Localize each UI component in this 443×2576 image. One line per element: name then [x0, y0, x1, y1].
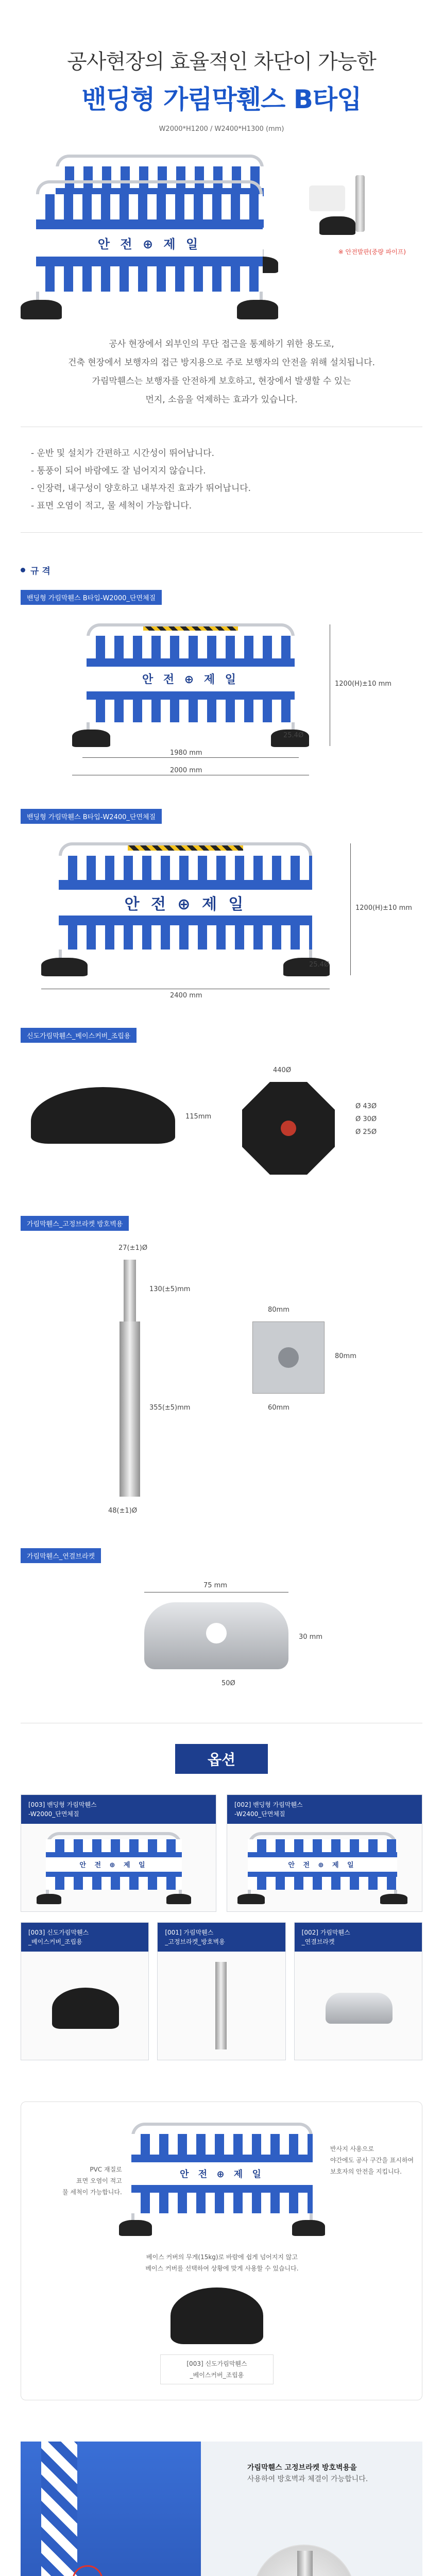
option-card[interactable] — [157, 1922, 285, 2060]
base-center-hole — [281, 1121, 296, 1136]
plate-top-label: 80mm — [268, 1306, 289, 1314]
fence1-foot-label: 25.4Ø — [283, 732, 304, 739]
clamp-width-label: 75 mm — [203, 1582, 228, 1589]
option-name: -W2400_단면체질 — [234, 1810, 285, 1818]
option-name: -W2000_단면체질 — [28, 1810, 79, 1818]
base-height-label: 115mm — [185, 1113, 212, 1121]
hero-section — [0, 0, 443, 330]
option-name: _베이스커버_조립용 — [28, 1938, 82, 1945]
fence2-width: 2400 mm — [170, 992, 202, 999]
feature-list — [0, 445, 443, 515]
plate-side-label: 80mm — [335, 1352, 356, 1360]
fence1-outer-width: 2000 mm — [170, 767, 202, 774]
description-line: 건축 현장에서 보행자의 접근 방지용으로 주로 보행자의 안전을 위해 설치됩니다. — [68, 358, 375, 368]
base-thumbnail — [319, 216, 355, 235]
hero-note: ※ 안전발판(중량 파이프) — [338, 248, 406, 256]
fence2-foot-label: 25.4Ø — [309, 961, 330, 969]
option-card[interactable] — [21, 1922, 149, 2060]
bullet-icon — [21, 568, 25, 572]
option-code: [002] 가림막휀스 — [301, 1929, 350, 1936]
options-grid-top — [21, 1794, 422, 1912]
option-card[interactable] — [21, 1794, 216, 1912]
option-card[interactable] — [294, 1922, 422, 2060]
hero-dimensions: W2000*H1200 / W2400*H1300 (mm) — [159, 125, 284, 133]
plate-hole — [278, 1347, 299, 1368]
option-clamp-image — [326, 1993, 393, 2024]
spec-heading — [21, 564, 443, 577]
feature-item: - 인장력, 내구성이 양호하고 내부자진 효과가 뛰어납니다. — [31, 480, 412, 497]
option-pipe-image — [215, 1962, 227, 2049]
option-code: [002] 밴딩형 가림막휀스 — [234, 1801, 303, 1808]
clamp-spec-drawing — [0, 1571, 443, 1705]
bracket-usage-text — [247, 2462, 422, 2486]
option-fence-image — [237, 1832, 407, 1904]
callout-middle-text: 베이스 커버의 무게(15kg)로 바람에 쉽게 넘어지지 않고 베이스 커버를 선택하여 상황에 맞게 사용할 수 있습니다. — [145, 2253, 299, 2272]
option-name: _연결브라켓 — [301, 1938, 335, 1945]
feature-item: - 통풍이 되어 바람에도 잘 넘어지지 않습니다. — [31, 462, 412, 480]
description — [0, 330, 443, 409]
pipe-spec-drawing — [0, 1239, 443, 1528]
hero-title: 밴딩형 가림막휀스 B타입 — [81, 84, 362, 114]
callout-fence-image — [119, 2123, 325, 2236]
fence2-image — [41, 842, 330, 976]
pipe-upper-label: 130(±5)mm — [149, 1285, 191, 1293]
feature-item: - 운반 및 설치가 간편하고 시간성이 뛰어납니다. — [31, 445, 412, 462]
spec-tag: 밴딩형 가림막휀스 B타입-W2400_단면체질 — [21, 809, 162, 824]
hero-product-image — [0, 144, 443, 330]
spec-tag: 가림막휀스_고정브라켓 방호벽용 — [21, 1216, 129, 1231]
description-line: 공사 현장에서 외부인의 무단 접근을 통제하기 위한 용도로, — [109, 339, 334, 349]
fence-front-image — [21, 180, 278, 319]
clamp-height-label: 30 mm — [299, 1633, 323, 1641]
divider — [21, 532, 422, 533]
clamp-hole-label: 50Ø — [222, 1680, 235, 1687]
fence2-banner: 안 전 ⊕ 제 일 — [59, 890, 313, 916]
base-hole-3: Ø 25Ø — [355, 1128, 377, 1136]
fence1-inner-width: 1980 mm — [170, 749, 202, 757]
spec-tag: 가림막휀스_연결브라켓 — [21, 1548, 101, 1563]
fence1-spec-drawing — [0, 613, 443, 788]
pipe-bottom-label: 48(±1)Ø — [108, 1507, 138, 1515]
base-hole-1: Ø 43Ø — [355, 1103, 377, 1110]
option-code: [003] 밴딩형 가림막휀스 — [28, 1801, 97, 1808]
option-banner: 안 전 ⊕ 제 일 — [248, 1857, 397, 1871]
callout-right-text: 반사지 사용으로 야간에도 공사 구간을 표시하여 보호자의 안전을 지킵니다. — [330, 2145, 414, 2175]
bracket-usage-body: 사용하여 방호벽과 체결이 가능합니다. — [247, 2475, 368, 2483]
fence2-height-label: 1200(H)±10 mm — [355, 904, 412, 912]
options-grid-bottom — [21, 1922, 422, 2060]
options-title: 옵션 — [175, 1744, 268, 1774]
bracket-zoom-image — [252, 2545, 355, 2576]
fence2-spec-drawing — [0, 832, 443, 1007]
base-hole-2: Ø 30Ø — [355, 1115, 377, 1123]
option-code: [001] 가림막휀스 — [165, 1929, 214, 1936]
fence-banner-text: 안 전 ⊕ 제 일 — [36, 229, 263, 257]
hero-subtitle: 공사현장의 효율적인 차단이 가능한 — [67, 50, 376, 74]
base-side-image — [31, 1087, 175, 1144]
pipe-lower-label: 355(±5)mm — [149, 1404, 191, 1412]
option-code: [003] 신도가림막휀스 — [28, 1929, 89, 1936]
pipe-lower-image — [120, 1321, 140, 1497]
option-name: _고정브라켓_방호벽용 — [165, 1938, 225, 1945]
fence1-banner: 안 전 ⊕ 제 일 — [87, 667, 295, 691]
bracket-usage-section — [21, 2442, 422, 2576]
option-banner: 안 전 ⊕ 제 일 — [46, 1857, 182, 1871]
feature-item: - 표면 오염이 적고, 물 세척이 가능합니다. — [31, 497, 412, 515]
option-base-image — [52, 1988, 119, 2029]
bracket-thumbnail — [309, 185, 345, 211]
spec-heading-text: 규 격 — [30, 566, 50, 577]
fence1-height-label: 1200(H)±10 mm — [335, 680, 391, 688]
callout-base-caption: [003] 신도가림막휀스 _베이스커버_조립용 — [160, 2354, 274, 2384]
bracket-usage-photo — [21, 2442, 201, 2576]
clamp-hole — [206, 1623, 227, 1643]
description-line: 가림막휀스는 보행자를 안전하게 보호하고, 현장에서 발생할 수 있는 — [92, 376, 351, 386]
feature-callout-box — [21, 2102, 422, 2400]
pipe-thumbnail — [355, 175, 365, 232]
spec-tag: 밴딩형 가림막휀스 B타입-W2000_단면체질 — [21, 590, 162, 605]
option-card[interactable] — [227, 1794, 422, 1912]
callout-left-text: PVC 재질로 표면 오염이 적고 물 세척이 가능합니다. — [62, 2166, 122, 2196]
bracket-usage-title: 가림막휀스 고정브라켓 방호벽용을 — [247, 2464, 357, 2472]
base-width-label: 440Ø — [273, 1066, 292, 1074]
plate-bottom-label: 60mm — [268, 1404, 289, 1412]
option-fence-image — [37, 1832, 191, 1904]
pipe-top-label: 27(±1)Ø — [118, 1244, 148, 1252]
base-spec-drawing — [0, 1051, 443, 1195]
spec-tag: 신도가림막휀스_베이스커버_조립용 — [21, 1028, 137, 1043]
description-line: 먼지, 소음을 억제하는 효과가 있습니다. — [145, 395, 298, 405]
callout-base-image — [171, 2287, 263, 2344]
pipe-upper-image — [124, 1260, 136, 1321]
callout-banner: 안 전 ⊕ 제 일 — [131, 2162, 313, 2184]
fence1-image — [72, 623, 309, 747]
